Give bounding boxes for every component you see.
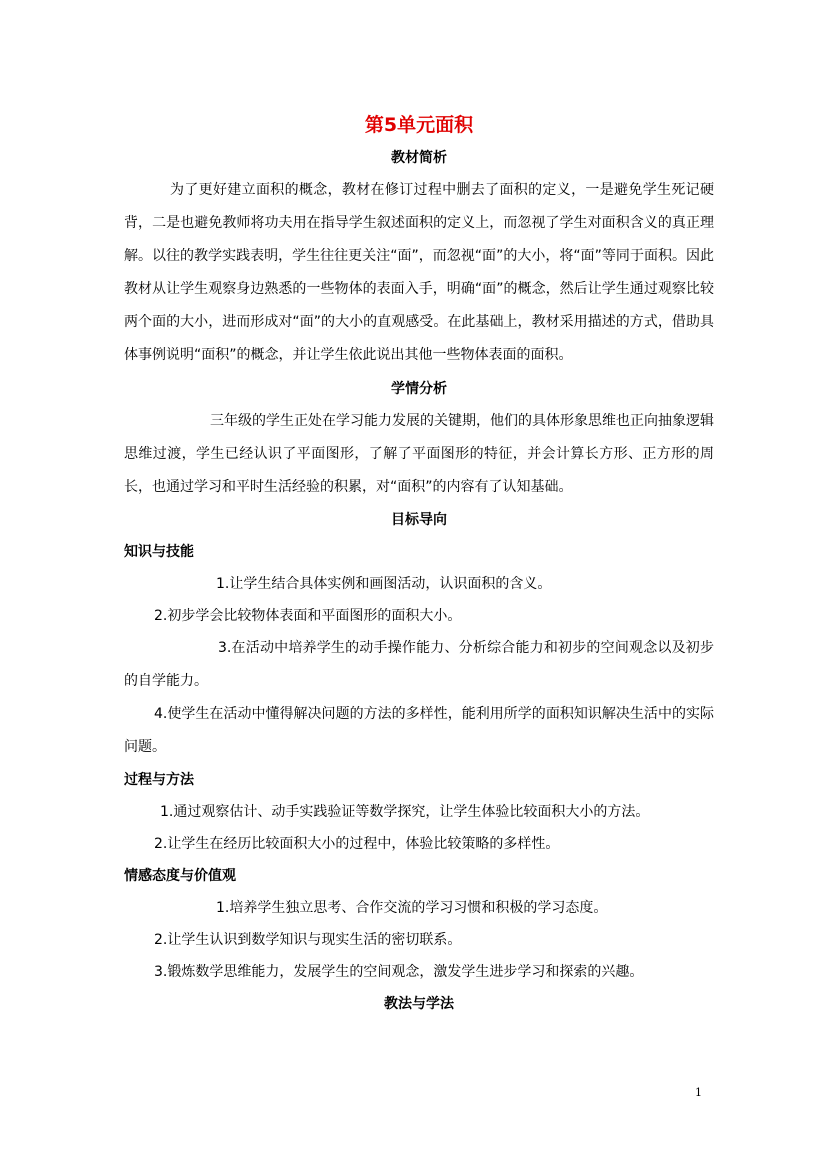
- list-item: 1.培养学生独立思考、合作交流的学习习惯和积极的学习态度。: [216, 900, 608, 916]
- page-title: 第5单元面积: [364, 114, 474, 136]
- list-item: 2.让学生在经历比较面积大小的过程中，体验比较策略的多样性。: [154, 836, 560, 852]
- document-body: [124, 108, 714, 1020]
- section-heading-xueqing: 学情分析: [391, 381, 447, 397]
- list-item: 2.初步学会比较物体表面和平面图形的面积大小。: [154, 608, 462, 624]
- section-heading-mubiao: 目标导向: [391, 512, 447, 528]
- paragraph-jiaocai: 为了更好建立面积的概念，教材在修订过程中删去了面积的定义，一是避免学生死记硬背，二是也避免教师将功夫用在指导学生叙述面积的定义上，而忽视了学生对面积含义的真正理解。以往的教学实践表明，学生往往更关注“面”，而忽视“面”的大小，将“面”等同于面积。因此教材从让学生观察身边熟悉的一些物体的表面入手，明确“面”的概念，然后让学生通过观察比较两个面的大小，进而形成对“面”的大小的直观感受。在此基础上，教材采用描述的方式，借助具体事例说明“面积”的概念，并让学生依此说出其他一些物体表面的面积。: [124, 182, 714, 363]
- subheading-emotion: 情感态度与价值观: [124, 868, 236, 884]
- page-number: 1: [695, 1086, 702, 1099]
- list-item: 3.在活动中培养学生的动手操作能力、分析综合能力和初步的空间观念以及初步的自学能力。: [124, 640, 714, 689]
- paragraph-xueqing: 三年级的学生正处在学习能力发展的关键期，他们的具体形象思维也正向抽象逻辑思维过渡，学生已经认识了平面图形，了解了平面图形的特征，并会计算长方形、正方形的周长，也通过学习和平时生活经验的积累，对“面积”的内容有了认知基础。: [124, 413, 714, 495]
- section-heading-jiaofa: 教法与学法: [384, 996, 454, 1012]
- list-item: 2.让学生认识到数学知识与现实生活的密切联系。: [154, 932, 462, 948]
- section-heading-jiaocai: 教材简析: [391, 150, 447, 166]
- list-item: 1.通过观察估计、动手实践验证等数学探究，让学生体验比较面积大小的方法。: [160, 804, 650, 820]
- subheading-knowledge: 知识与技能: [124, 544, 194, 560]
- list-item: 1.让学生结合具体实例和画图活动，认识面积的含义。: [216, 576, 552, 592]
- list-item: 4.使学生在活动中懂得解决问题的方法的多样性，能利用所学的面积知识解决生活中的实际问题。: [124, 706, 714, 755]
- subheading-process: 过程与方法: [124, 772, 194, 788]
- list-item: 3.锻炼数学思维能力，发展学生的空间观念，激发学生进步学习和探索的兴趣。: [154, 964, 644, 980]
